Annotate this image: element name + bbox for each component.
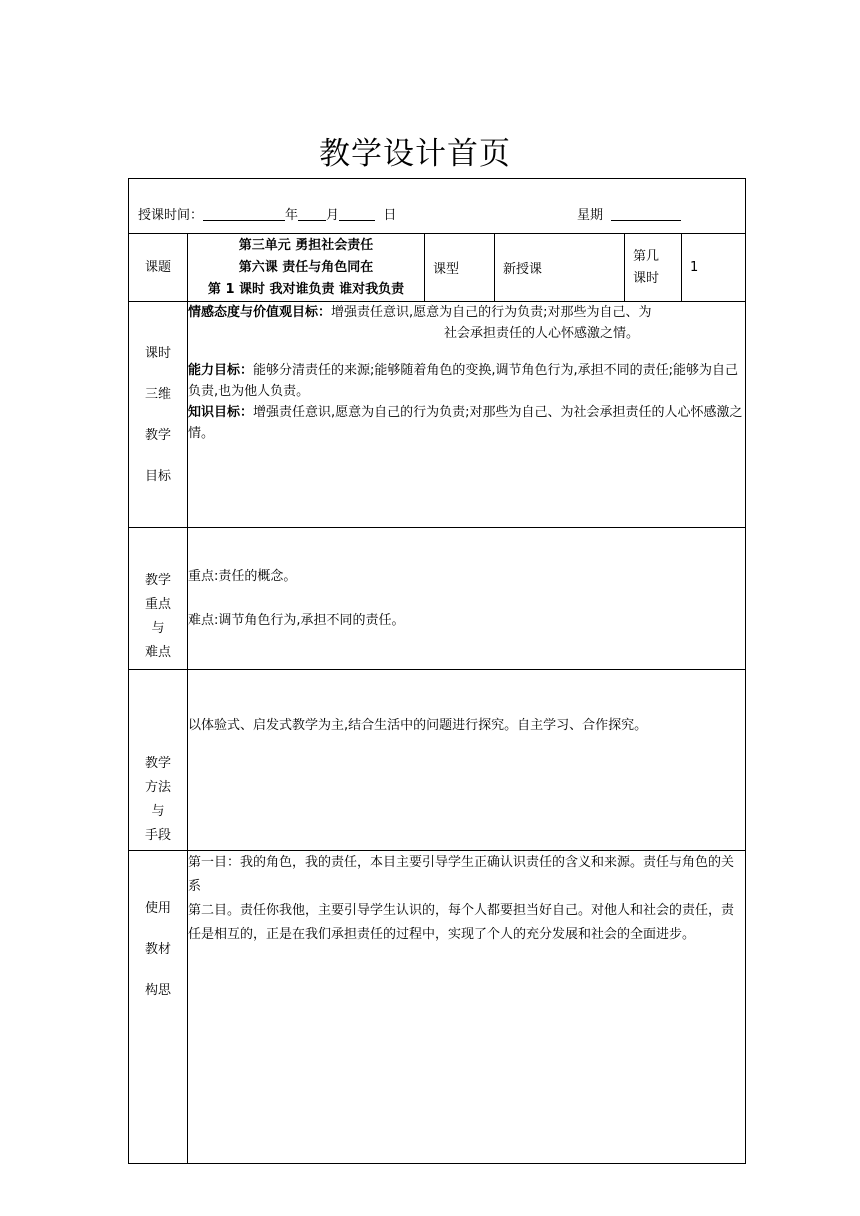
material-label-line: 构思: [144, 983, 171, 998]
material-label-line: 使用: [144, 901, 171, 916]
page-title: 教学设计首页: [319, 136, 511, 172]
goals-label-line: 教学: [144, 427, 171, 443]
goals-label: [129, 302, 188, 528]
method-label: [129, 670, 188, 851]
keys-row: [129, 528, 746, 670]
keys-label: [129, 528, 188, 670]
type-label: 课型: [425, 234, 495, 302]
ability-goal-text: 能够分清责任的来源;能够随着角色的变换,调节角色行为,承担不同的责任;能够为自己负责,也为他人负责。: [188, 363, 739, 399]
keys-content: [188, 528, 746, 670]
keys-label-line: 与: [151, 621, 165, 636]
difficult-point: 难点:调节角色行为,承担不同的责任。: [188, 612, 405, 628]
date-row: [129, 179, 746, 234]
emotion-goal-text-1: 增强责任意识,愿意为自己的行为负责;对那些为自己、为: [331, 305, 652, 320]
date-cell: [129, 179, 746, 234]
period-label: [625, 234, 682, 302]
lesson-plan-table: [128, 178, 746, 1164]
day-label: 日: [383, 208, 397, 223]
weekday-label: 星期: [577, 208, 604, 223]
material-row: [129, 851, 746, 1164]
method-text: 以体验式、启发式教学为主,结合生活中的问题进行探究。自主学习、合作探究。: [188, 718, 648, 733]
topic-content: [188, 234, 425, 302]
period-label-line-1: 第几: [633, 248, 660, 264]
period-value: 1: [682, 234, 746, 302]
method-label-line: 与: [151, 804, 165, 819]
material-content: [188, 851, 746, 1164]
knowledge-goal-text: 增强责任意识,愿意为自己的行为负责;对那些为自己、为社会承担责任的人心怀感激之情。: [188, 405, 743, 441]
date-blank-field[interactable]: [203, 206, 285, 221]
knowledge-goal-label: 知识目标：: [188, 405, 254, 420]
goals-row: [129, 302, 746, 528]
year-blank-field[interactable]: [298, 206, 326, 221]
method-label-line: 教学: [144, 756, 171, 771]
month-label: 月: [326, 208, 340, 223]
material-label: [129, 851, 188, 1164]
time-label: 授课时间：: [138, 208, 204, 223]
method-content: [188, 670, 746, 851]
period-label-line-2: 课时: [633, 270, 660, 286]
goals-label-line: 课时: [144, 345, 171, 361]
keys-label-line: 教学: [144, 573, 171, 588]
emotion-goal-text-2: 社会承担责任的人心怀感激之情。: [444, 326, 640, 341]
topic-row: [129, 234, 746, 302]
ability-goal-label: 能力目标：: [188, 363, 254, 378]
type-value: 新授课: [495, 234, 625, 302]
material-para-2: 第二目。责任你我他，主要引导学生认识的，每个人都要担当好自己。对他人和社会的责任，责任是相互的，正是在我们承担责任的过程中，实现了个人的充分发展和社会的全面进步。: [188, 903, 735, 942]
month-blank-field[interactable]: [339, 206, 375, 221]
material-label-line: 教材: [144, 942, 171, 957]
period-title: 第 1 课时 我对谁负责 谁对我负责: [207, 281, 405, 297]
method-label-line: 方法: [144, 780, 171, 795]
keys-label-line: 重点: [144, 597, 171, 612]
year-label: 年: [285, 208, 299, 223]
goals-label-line: 目标: [144, 468, 171, 484]
unit-title: 第三单元 勇担社会责任: [238, 237, 374, 253]
method-row: [129, 670, 746, 851]
key-point: 重点:责任的概念。: [188, 568, 297, 584]
keys-label-line: 难点: [144, 645, 171, 660]
emotion-goal-label: 情感态度与价值观目标：: [188, 305, 332, 320]
method-label-line: 手段: [144, 828, 171, 843]
goals-content: [188, 302, 746, 528]
weekday-blank-field[interactable]: [611, 206, 681, 221]
material-para-1: 第一目：我的角色，我的责任，本目主要引导学生正确认识责任的含义和来源。责任与角色的关系: [188, 855, 735, 894]
lesson-title: 第六课 责任与角色同在: [238, 259, 374, 275]
topic-label: 课题: [129, 234, 188, 302]
goals-label-line: 三维: [144, 386, 171, 402]
